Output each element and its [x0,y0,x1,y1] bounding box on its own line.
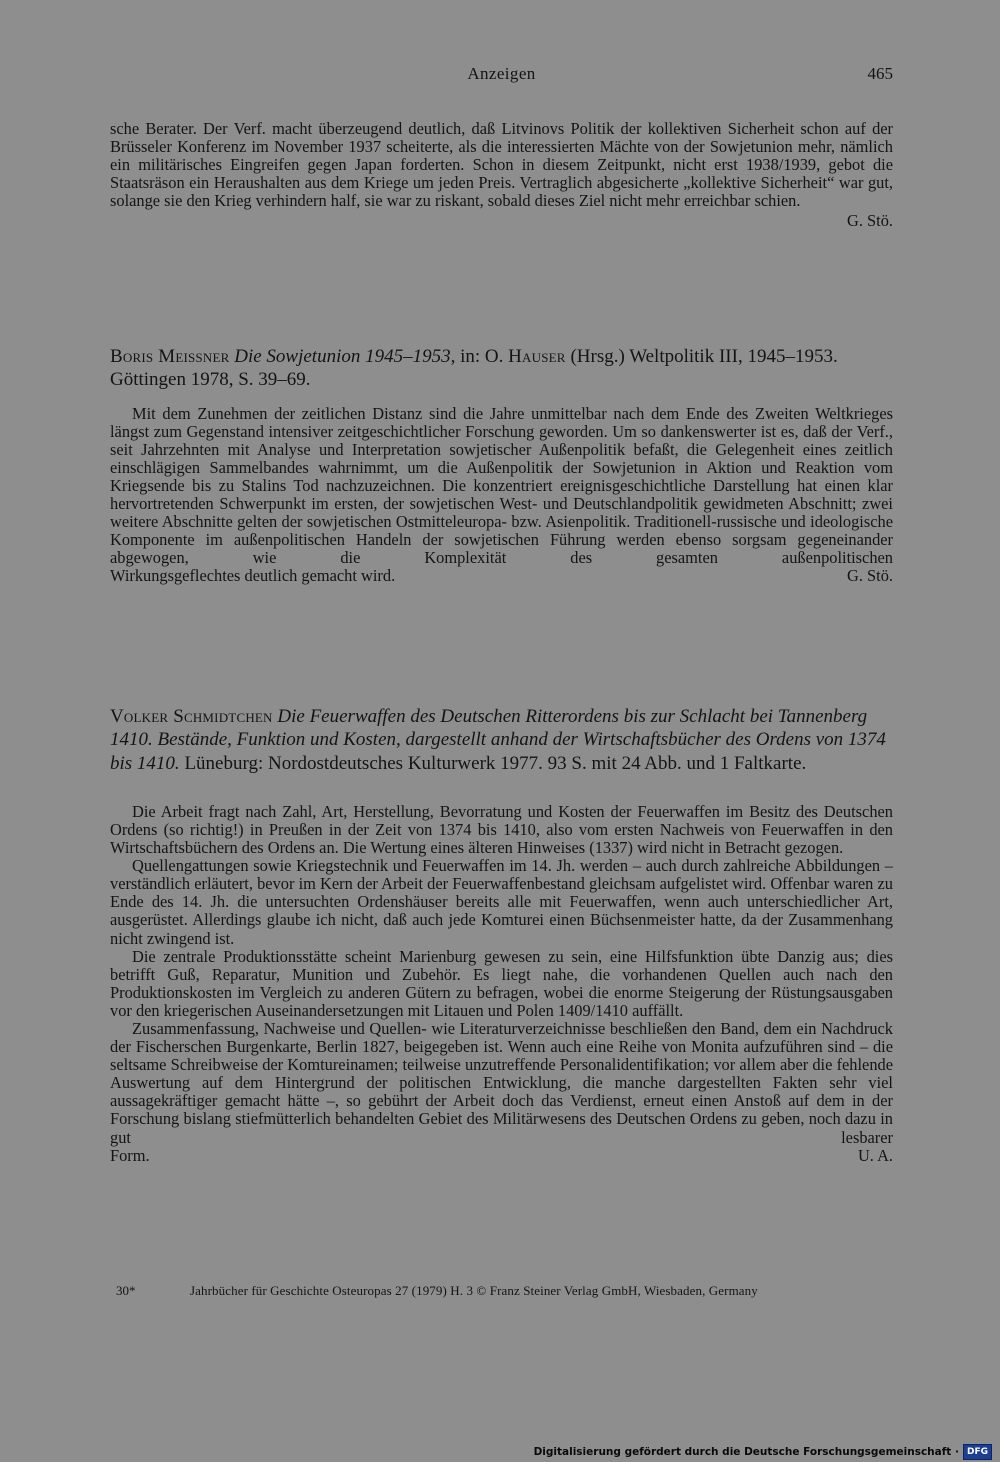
page-number: 465 [867,64,893,83]
running-head [110,64,893,90]
signature-mark: 30* [116,1283,136,1298]
review-last-line: Form. [110,1145,150,1165]
review-meissner [110,345,893,586]
review-body [110,803,893,1165]
review-signature: U. A. [857,1145,893,1165]
running-title: Anzeigen [467,64,536,83]
review-citation: Lüneburg: Nordostdeutsches Kulturwerk 1977. 93 S. mit 24 Abb. und 1 Faltkarte. [184,752,807,774]
review-paragraph: Zusammenfassung, Nachweise und Quellen- wie Literaturverzeichnisse beschließen den Band, dem ein Nachdruck der Fischerschen Burgenkarte, Berlin 1827, beigegeben ist. Wenn auch eine Reihe von Monita aufzuführen sind – die seltsame Schreibweise der Komtureinamen; teilweise unzutreffende Personalidentifikation; vor allem aber die fehlende Auswertung auf dem Hintergrund der politischen Entwicklung, die manche dargestellten Fakten sehr viel aussagekräftiger gemacht hätte –, so gebührt der Arbeit doch das Verdienst, erneut einen Anstoß auf dem in der Forschung bislang stiefmütterlich behandelten Gebiet des Militärwesens des Deutschen Ordens zu geben, noch dazu in gut lesbarer [110,1019,893,1147]
review-end-row [110,567,893,585]
review-signature: G. Stö. [847,566,893,586]
review-paragraph: Quellengattungen sowie Kriegstechnik und Feuerwaffen im 14. Jh. werden – auch durch zahlreiche Abbildungen – verständlich erläutert, bevor im Kern der Arbeit der Feuerwaffenbestand gleichsam aufgelistet wird. Offenbar waren zu Ende des 14. Jh. die untersuchten Ordenshäuser bereits alle mit Feuerwaffen, wenn auch unterschiedlicher Art, ausgerüstet. Allerdings glaube ich nicht, daß auch jede Komturei einen Büchsenmeister hatte, da der Zusammenhang nicht zwingend ist. [110,856,893,948]
review-paragraph: Die Arbeit fragt nach Zahl, Art, Herstellung, Bevorratung und Kosten der Feuerwaffen im Besitz des Deutschen Ordens (so richtig!) in Preußen in der Zeit von 1374 bis 1410, also vom ersten Nachweis von Feuerwaffen in den Wirtschaftsbüchern des Ordens an. Die Wertung eines älteren Hinweises (1337) wird nicht in Betracht gezogen. [110,801,893,858]
review-continuation [110,120,893,231]
review-author: Volker Schmidtchen [110,706,273,727]
review-heading [110,345,893,392]
review-continuation-text: sche Berater. Der Verf. macht überzeugend deutlich, daß Litvinovs Politik der kollektiven Sicherheit schon auf der Brüsseler Konferenz im November 1937 scheiterte, als die interessierten Mächte von der Sowjetunion mehr, nämlich ein militärisches Eingreifen gegen Japan forderten. Schon in diesem Zeitpunkt, nicht erst 1938/1939, gebot die Staatsräson ein Heraushalten aus dem Kriege um jeden Preis. Vertraglich abgesicherte „kollektive Sicherheit“ war gut, solange sie den Krieg verhindern half, sie war zu riskant, sobald dieses Ziel nicht mehr erreichbar schien. [110,119,893,211]
review-schmidtchen [110,705,893,1165]
credit-text: Digitalisierung gefördert durch die Deutsche Forschungsgemeinschaft · [533,1446,959,1458]
digitization-credit [534,1444,992,1460]
review-book-title: Die Sowjetunion 1945–1953, [234,346,456,367]
journal-line: Jahrbücher für Geschichte Osteuropas 27 (1979) H. 3 © Franz Steiner Verlag GmbH, Wiesbaden, Germany [190,1283,758,1298]
review-end-row [110,1147,893,1165]
dfg-logo: DFG [963,1444,992,1460]
review-citation-b: (Hrsg.) Weltpolitik III, 1945–1953. Göttingen 1978, S. 39–69. [110,346,838,391]
review-author: Boris Meissner [110,346,230,367]
review-citation-a: in: O. [460,346,504,367]
review-paragraph: Die zentrale Produktionsstätte scheint Marienburg gewesen zu sein, eine Hilfsfunktion übte Danzig aus; dies betrifft Guß, Reparatur, Munition und Zubehör. Es liegt nahe, die vorhandenen Quellen auch nach den Produktionskosten im Vergleich zu anderen Gütern zu befragen, wobei die enorme Steigerung der Rüstungsausgaben vor den kriegerischen Auseinandersetzungen mit Litauen und Polen 1409/1410 auffällt. [110,946,893,1020]
review-book-title: Die Feuerwaffen des Deutschen Ritterordens bis zur Schlacht bei Tannenberg 1410. Bestände, Funktion und Kosten, dargestellt anhand der Wirtschaftsbücher des Ordens von 1374 bis 1410. [110,706,886,774]
review-body: Mit dem Zunehmen der zeitlichen Distanz sind die Jahre unmittelbar nach dem Ende des Zweiten Weltkrieges längst zum Gegenstand intensiver zeitgeschichtlicher Forschung geworden. Um so dankenswerter ist es, daß der Verf., seit Jahrzehnten mit Analyse und Interpretation sowjetischer Außenpolitik befaßt, die Gelegenheit eines zeitlich einschlägigen Sammelbandes wahrnimmt, um die Außenpolitik der Sowjetunion in Aktion und Reaktion vom Kriegsende bis zu Stalins Tod nachzuzeichnen. Die konzentriert ereignisgeschichtliche Darstellung hat einen klar hervortretenden Schwerpunkt im ersten, der sowjetischen West- und Deutschlandpolitik gewidmeten Abschnitt; zwei weitere Abschnitte gelten der sowjetischen Ostmitteleuropa- bzw. Asienpolitik. Traditionell-russische und ideologische Komponente im außenpolitischen Handeln der sowjetischen Führung werden ebenso sorgsam gegeneinander abgewogen, wie die Komplexität des gesamten außenpolitischen [110,403,893,568]
review-last-line: Wirkungsgeflechtes deutlich gemacht wird. [110,566,396,586]
review-heading [110,705,893,775]
review-signature: G. Stö. [847,211,893,231]
review-editor: Hauser [508,346,566,367]
